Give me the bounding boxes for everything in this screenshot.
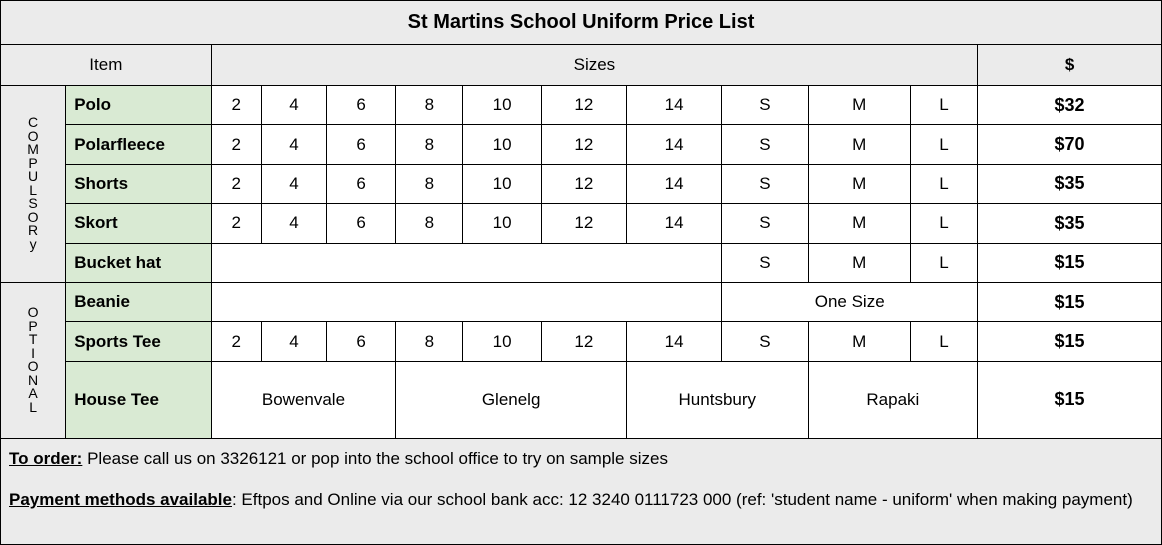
size-cell: L <box>910 322 977 361</box>
blank-size-cell <box>211 243 722 282</box>
size-cell: S <box>722 164 808 203</box>
size-cell: S <box>722 322 808 361</box>
price-cell: $15 <box>978 283 1162 322</box>
table-row <box>1 125 1162 164</box>
category-letter: U <box>28 168 39 185</box>
size-cell: L <box>910 243 977 282</box>
size-cell: S <box>722 85 808 124</box>
price-cell: $70 <box>978 125 1162 164</box>
size-cell: 6 <box>327 204 396 243</box>
size-cell: S <box>722 125 808 164</box>
header-price: $ <box>978 45 1162 85</box>
payment-label: Payment methods available <box>9 489 232 509</box>
size-cell: 12 <box>541 204 626 243</box>
item-name: Polo <box>66 85 211 124</box>
size-cell: 2 <box>211 322 261 361</box>
category-letter: O <box>27 127 39 144</box>
size-cell: 12 <box>541 322 626 361</box>
item-name: Shorts <box>66 164 211 203</box>
category-letter: I <box>31 344 36 361</box>
size-cell: M <box>808 164 910 203</box>
size-cell: M <box>808 204 910 243</box>
size-cell: L <box>910 204 977 243</box>
table-row <box>1 164 1162 203</box>
size-cell: 10 <box>463 164 541 203</box>
one-size-cell: One Size <box>722 283 978 322</box>
house-cell: Glenelg <box>396 361 627 438</box>
item-name: Skort <box>66 204 211 243</box>
size-cell: L <box>910 85 977 124</box>
size-cell: 2 <box>211 125 261 164</box>
size-cell: 10 <box>463 125 541 164</box>
size-cell: 6 <box>327 164 396 203</box>
page-title: St Martins School Uniform Price List <box>1 1 1162 45</box>
category-letter: O <box>27 304 39 321</box>
category-letter: A <box>28 385 38 402</box>
size-cell: 4 <box>261 125 326 164</box>
footer-notes <box>1 438 1162 544</box>
size-cell: 14 <box>626 125 721 164</box>
size-cell: 10 <box>463 85 541 124</box>
category-letter: C <box>28 114 39 131</box>
category-letter: P <box>28 317 38 334</box>
size-cell: 2 <box>211 164 261 203</box>
size-cell: 6 <box>327 85 396 124</box>
size-cell: 2 <box>211 204 261 243</box>
size-cell: 8 <box>396 322 463 361</box>
order-text: Please call us on 3326121 or pop into the school office to try on sample sizes <box>82 448 668 468</box>
size-cell: 12 <box>541 125 626 164</box>
size-cell: 12 <box>541 164 626 203</box>
size-cell: M <box>808 243 910 282</box>
size-cell: 2 <box>211 85 261 124</box>
size-cell: 14 <box>626 204 721 243</box>
size-cell: 8 <box>396 164 463 203</box>
category-letter: L <box>29 398 37 415</box>
house-cell: Rapaki <box>808 361 978 438</box>
header-sizes: Sizes <box>211 45 977 85</box>
category-letter: S <box>28 195 38 212</box>
category-optional <box>1 283 66 439</box>
size-cell: 6 <box>327 322 396 361</box>
size-cell: 8 <box>396 85 463 124</box>
price-cell: $35 <box>978 204 1162 243</box>
size-cell: 12 <box>541 85 626 124</box>
house-cell: Huntsbury <box>626 361 808 438</box>
table-row <box>1 322 1162 361</box>
order-label: To order: <box>9 448 83 468</box>
category-letter: O <box>27 208 39 225</box>
category-letter: R <box>28 222 39 239</box>
size-cell: S <box>722 204 808 243</box>
size-cell: 4 <box>261 322 326 361</box>
category-letter: y <box>29 235 37 252</box>
table-row <box>1 243 1162 282</box>
header-item: Item <box>1 45 212 85</box>
size-cell: 8 <box>396 125 463 164</box>
price-cell: $35 <box>978 164 1162 203</box>
category-letter: T <box>28 331 38 348</box>
size-cell: 8 <box>396 204 463 243</box>
payment-line <box>9 490 1153 510</box>
size-cell: M <box>808 85 910 124</box>
item-name: Sports Tee <box>66 322 211 361</box>
price-cell: $15 <box>978 243 1162 282</box>
size-cell: 4 <box>261 85 326 124</box>
category-letter: M <box>27 141 39 158</box>
order-line <box>9 449 1153 469</box>
table-row <box>1 283 1162 322</box>
payment-text: : Eftpos and Online via our school bank acc: 12 3240 0111723 000 (ref: 'student name - uniform' when making payment) <box>231 489 1133 509</box>
size-cell: M <box>808 322 910 361</box>
item-name: House Tee <box>66 361 211 438</box>
size-cell: S <box>722 243 808 282</box>
size-cell: 14 <box>626 322 721 361</box>
table-row <box>1 204 1162 243</box>
price-cell: $32 <box>978 85 1162 124</box>
blank-size-cell <box>211 283 722 322</box>
size-cell: 6 <box>327 125 396 164</box>
table-row <box>1 85 1162 124</box>
item-name: Bucket hat <box>66 243 211 282</box>
price-cell: $15 <box>978 322 1162 361</box>
category-letter: P <box>28 154 38 171</box>
item-name: Beanie <box>66 283 211 322</box>
size-cell: 14 <box>626 85 721 124</box>
house-cell: Bowenvale <box>211 361 396 438</box>
size-cell: M <box>808 125 910 164</box>
size-cell: L <box>910 125 977 164</box>
category-compulsory <box>1 85 66 282</box>
size-cell: L <box>910 164 977 203</box>
size-cell: 10 <box>463 322 541 361</box>
item-name: Polarfleece <box>66 125 211 164</box>
category-letter: L <box>29 181 37 198</box>
size-cell: 14 <box>626 164 721 203</box>
size-cell: 10 <box>463 204 541 243</box>
size-cell: 4 <box>261 164 326 203</box>
size-cell: 4 <box>261 204 326 243</box>
category-letter: N <box>28 371 39 388</box>
category-letter: O <box>27 358 39 375</box>
price-cell: $15 <box>978 361 1162 438</box>
table-row <box>1 361 1162 438</box>
